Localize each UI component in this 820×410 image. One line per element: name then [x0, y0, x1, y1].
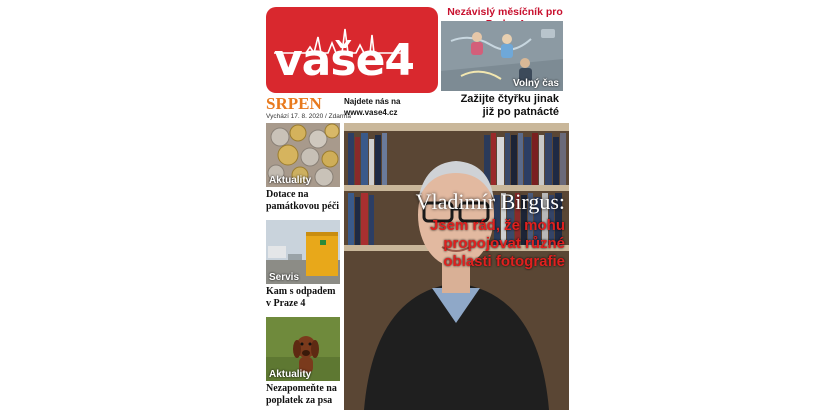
side-story-3-title-line2: poplatek za psa	[266, 394, 333, 406]
logo	[266, 7, 438, 93]
magazine-cover	[258, 0, 571, 410]
top-story-category: Volný čas	[513, 78, 559, 89]
side-story-1-title	[266, 189, 346, 212]
issue-month: SRPEN	[266, 94, 322, 113]
side-story-3[interactable]	[266, 317, 340, 410]
main-story-quote-line2: propojovat různé	[443, 235, 565, 252]
top-story-photo	[441, 21, 563, 91]
top-story-headline-line2: již po patnácté	[482, 106, 559, 118]
side-story-2-title-line1: Kam s odpadem	[266, 286, 336, 297]
side-story-1-title-line1: Dotace na	[266, 189, 309, 200]
top-story-headline[interactable]	[441, 93, 559, 119]
side-story-3-title-line1: Nezapomeňte na	[266, 383, 337, 394]
main-story-quote	[365, 217, 565, 271]
side-story-2-title-line2: v Praze 4	[266, 297, 306, 309]
side-story-1[interactable]	[266, 123, 340, 217]
side-story-1-photo	[266, 123, 340, 187]
side-story-1-title-line2: památkovou péči	[266, 200, 340, 212]
side-story-3-title	[266, 383, 346, 406]
side-story-3-category: Aktuality	[269, 369, 312, 380]
side-story-1-category: Aktuality	[269, 175, 312, 186]
side-story-2-category: Servis	[269, 272, 300, 283]
main-story-quote-line3: oblasti fotografie	[443, 253, 565, 270]
side-story-2[interactable]	[266, 220, 340, 314]
website-promo-line1: Najdete nás na	[344, 97, 401, 106]
side-story-2-title	[266, 286, 346, 309]
top-story-headline-line1: Zažijte čtyřku jinak	[460, 93, 559, 105]
issue-info: Vychází 17. 8. 2020 / Zdarma	[266, 113, 352, 120]
main-story-quote-line1: Jsem rád, že mohu	[429, 217, 565, 234]
logo-text: vaše4	[274, 35, 415, 86]
main-story-name: Vladimír Birgus:	[415, 189, 565, 214]
tagline: Nezávislý měsíčník pro	[447, 6, 563, 18]
side-story-3-photo	[266, 317, 340, 381]
side-story-2-photo	[266, 220, 340, 284]
website-promo-line2: www.vase4.cz	[344, 108, 398, 117]
website-promo[interactable]	[344, 96, 400, 118]
